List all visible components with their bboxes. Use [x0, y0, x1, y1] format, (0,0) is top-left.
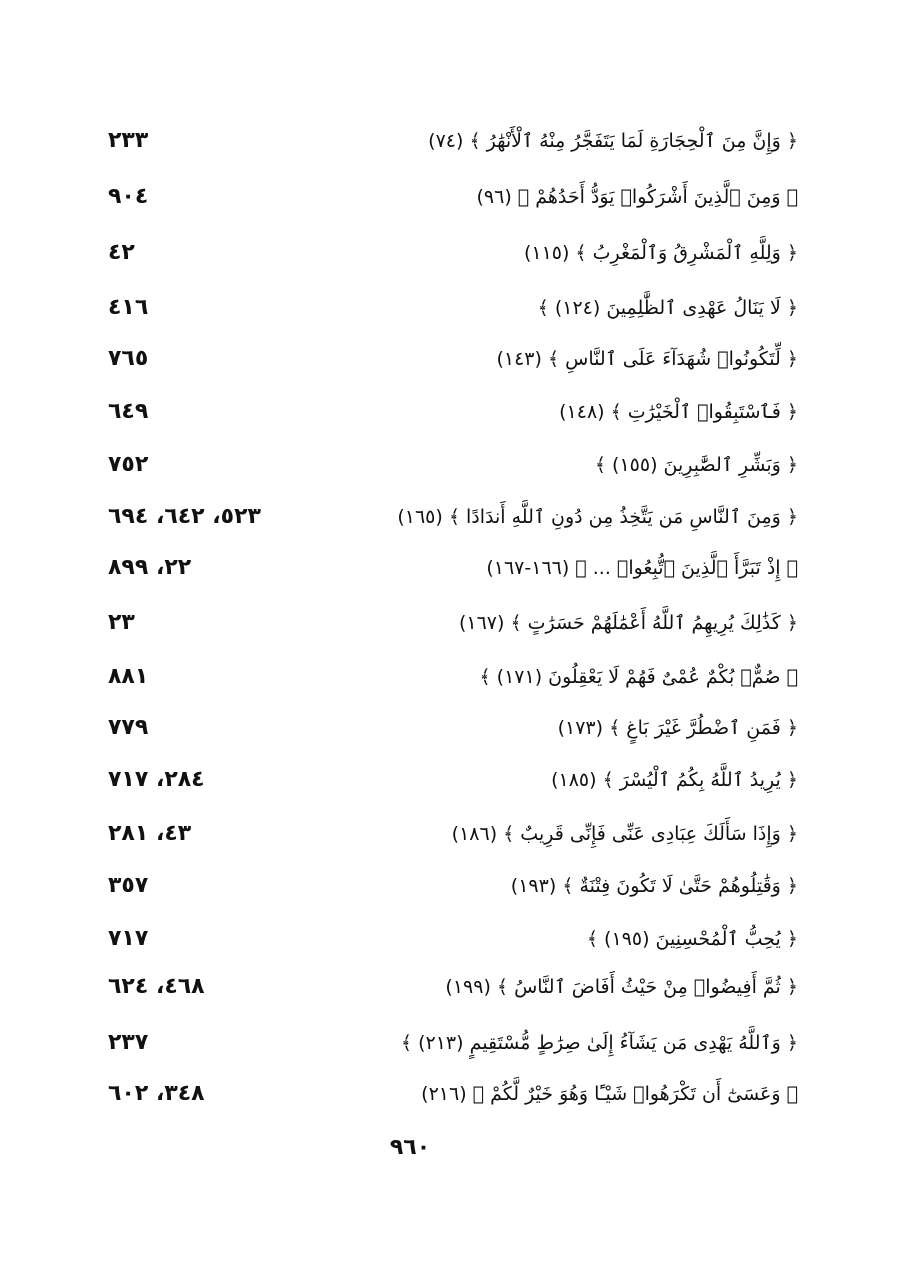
- verse-text: ﴿ وَٱللَّهُ يَهْدِى مَن يَشَآءُ إِلَىٰ صِرَٰطٍ مُّسْتَقِيمٍ (٢١٣) ﴾: [400, 1032, 798, 1054]
- verse-text: ﴿ وَعَسَىٰٓ أَن تَكْرَهُوا۟ شَيْـًٔا وَهُوَ خَيْرٌ لَّكُمْ ﴾ (٢١٦): [421, 1083, 798, 1105]
- page-references: ٢٢، ٨٩٩: [108, 555, 192, 580]
- index-row: [108, 121, 798, 161]
- verse-text: ﴿ وَمِنَ ٱلَّذِينَ أَشْرَكُوا۟ يَوَدُّ أَحَدُهُمْ ﴾ (٩٦): [476, 186, 798, 208]
- index-row: [108, 177, 798, 217]
- index-row: [108, 657, 798, 697]
- page-references: ٤١٦: [108, 295, 149, 320]
- index-row: [108, 603, 798, 643]
- verse-text: ﴿ صُمٌّۢ بُكْمٌ عُمْىٌ فَهُمْ لَا يَعْقِلُونَ (١٧١) ﴾: [479, 666, 798, 688]
- verse-text: ﴿ يُحِبُّ ٱلْمُحْسِنِينَ (١٩٥) ﴾: [586, 928, 798, 950]
- page-references: ٢٣٣: [108, 128, 149, 153]
- page-references: ٦٤٩: [108, 399, 149, 424]
- index-row: [108, 967, 798, 1007]
- verse-text: ﴿ وَبَشِّرِ ٱلصَّٰبِرِينَ (١٥٥) ﴾: [594, 454, 798, 476]
- index-row: [108, 814, 798, 854]
- index-row: [108, 233, 798, 273]
- page-references: ٣٥٧: [108, 873, 149, 898]
- page-references: ٥٢٣، ٦٤٢، ٦٩٤: [108, 504, 261, 529]
- index-row: [108, 1023, 798, 1063]
- verse-text: ﴿ وَقَٰتِلُوهُمْ حَتَّىٰ لَا تَكُونَ فِتْنَةٌ ﴾ (١٩٣): [510, 875, 798, 897]
- verse-text: ﴿ وَإِذَا سَأَلَكَ عِبَادِى عَنِّى فَإِنِّى قَرِيبٌ ﴾ (١٨٦): [451, 823, 798, 845]
- index-row: [108, 1074, 798, 1114]
- index-row: [108, 760, 798, 800]
- verse-text: ﴿ فَمَنِ ٱضْطُرَّ غَيْرَ بَاغٍ ﴾ (١٧٣): [557, 717, 798, 739]
- verse-text: ﴿ وَإِنَّ مِنَ ٱلْحِجَارَةِ لَمَا يَتَفَجَّرُ مِنْهُ ٱلْأَنْهَٰرُ ﴾ (٧٤): [428, 130, 798, 152]
- page-references: ٧٥٢: [108, 452, 149, 477]
- index-row: [108, 288, 798, 328]
- verse-text: ﴿ لَا يَنَالُ عَهْدِى ٱلظَّٰلِمِينَ (١٢٤) ﴾: [537, 297, 798, 319]
- verse-text: ﴿ كَذَٰلِكَ يُرِيهِمُ ٱللَّهُ أَعْمَٰلَهُمْ حَسَرَٰتٍ ﴾ (١٦٧): [458, 612, 798, 634]
- verse-text: ﴿ يُرِيدُ ٱللَّهُ بِكُمُ ٱلْيُسْرَ ﴾ (١٨٥): [551, 769, 798, 791]
- page-references: ٢٨٤، ٧١٧: [108, 767, 205, 792]
- index-row: [108, 445, 798, 485]
- index-row: [108, 497, 798, 537]
- verse-text: ﴿ فَٱسْتَبِقُوا۟ ٱلْخَيْرَٰتِ ﴾ (١٤٨): [559, 401, 798, 423]
- page-references: ٤٢: [108, 240, 135, 265]
- verse-text: ﴿ وَلِلَّهِ ٱلْمَشْرِقُ وَٱلْمَغْرِبُ ﴾ (١١٥): [523, 242, 798, 264]
- verse-text: ﴿ إِذْ تَبَرَّأَ ٱلَّذِينَ ٱتُّبِعُوا۟ ... ﴾ (١٦٦-١٦٧): [486, 557, 798, 579]
- page-references: ٧٦٥: [108, 346, 149, 371]
- page-references: ٣٤٨، ٦٠٢: [108, 1081, 205, 1106]
- page-references: ٧٧٩: [108, 715, 149, 740]
- index-row: [108, 866, 798, 906]
- page-references: ٧١٧: [108, 926, 149, 951]
- page-references: ٤٦٨، ٦٢٤: [108, 974, 205, 999]
- index-row: [108, 548, 798, 588]
- page-references: ٢٣: [108, 610, 135, 635]
- verse-text: ﴿ وَمِنَ ٱلنَّاسِ مَن يَتَّخِذُ مِن دُونِ ٱللَّهِ أَندَادًا ﴾ (١٦٥): [397, 506, 798, 528]
- page-number: ٩٦٠: [389, 1135, 431, 1160]
- index-row: [108, 339, 798, 379]
- verse-text: ﴿ لِّتَكُونُوا۟ شُهَدَآءَ عَلَى ٱلنَّاسِ ﴾ (١٤٣): [496, 348, 798, 370]
- page-references: ٨٨١: [108, 664, 149, 689]
- index-row: [108, 919, 798, 959]
- page-references: ٤٣، ٢٨١: [108, 821, 192, 846]
- verse-text: ﴿ ثُمَّ أَفِيضُوا۟ مِنْ حَيْثُ أَفَاضَ ٱلنَّاسُ ﴾ (١٩٩): [445, 976, 798, 998]
- page-references: ٩٠٤: [108, 184, 149, 209]
- index-row: [108, 708, 798, 748]
- index-row: [108, 392, 798, 432]
- page-references: ٢٣٧: [108, 1030, 149, 1055]
